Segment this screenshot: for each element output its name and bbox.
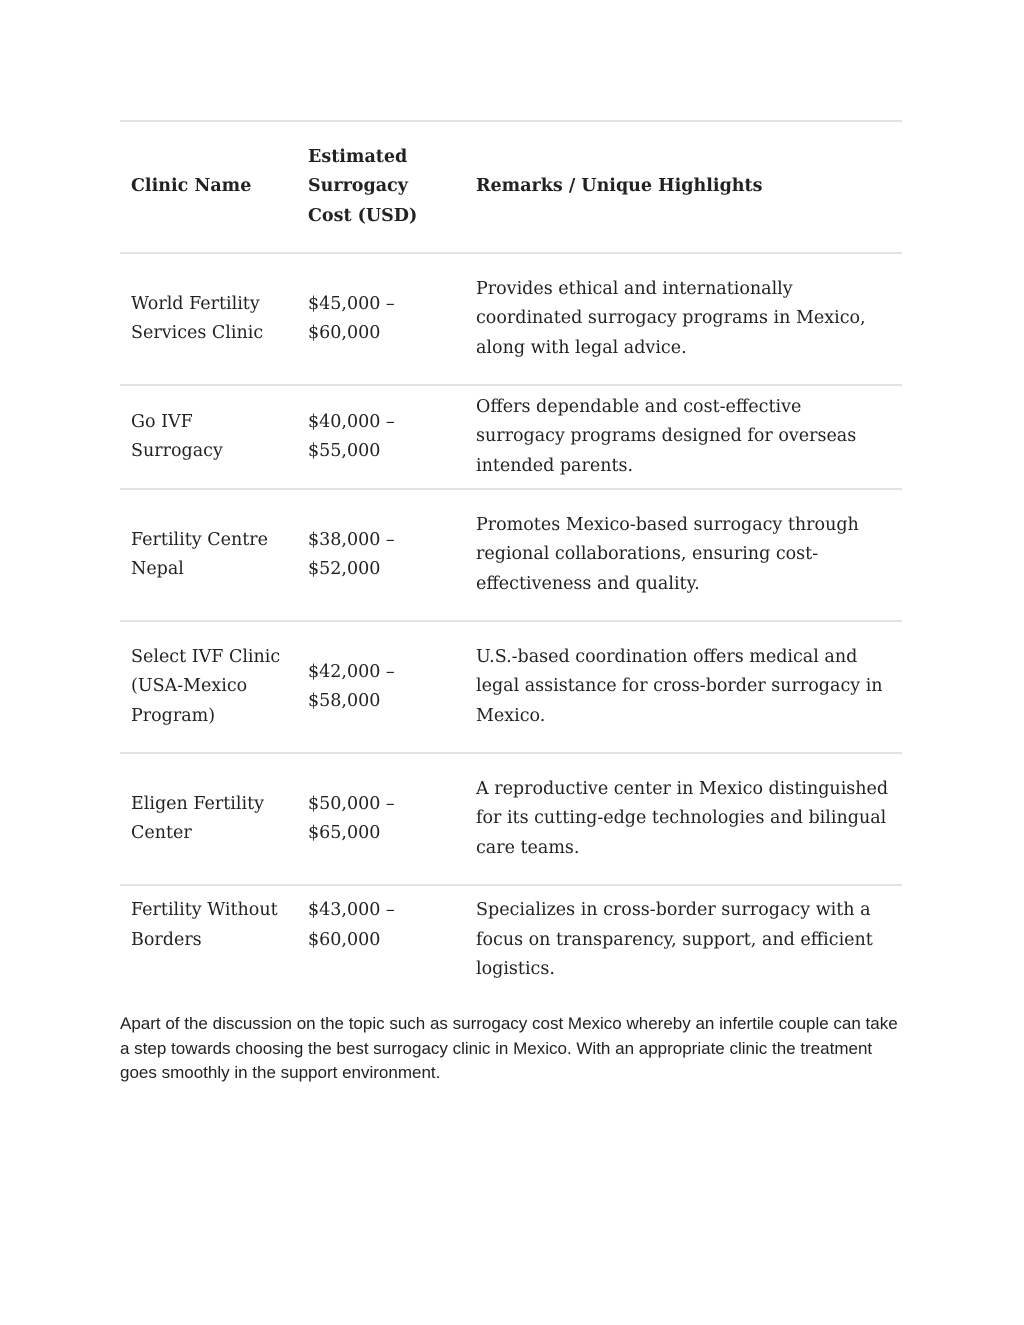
- clinic-cost-table-container: [120, 120, 902, 1006]
- cell-remarks: A reproductive center in Mexico distinguished for its cutting-edge technologies and bilingual care teams.: [476, 778, 889, 858]
- cell-clinic-name: Fertility Centre Nepal: [131, 529, 268, 579]
- table-row: [120, 489, 902, 621]
- cell-cost: $50,000 – $65,000: [308, 793, 395, 843]
- cell-clinic-name: World Fertility Services Clinic: [131, 293, 264, 343]
- header-remarks: Remarks / Unique Highlights: [476, 176, 763, 197]
- cell-clinic-name: Select IVF Clinic (USA-Mexico Program): [131, 646, 281, 726]
- cell-remarks: Offers dependable and cost-effective surrogacy programs designed for overseas intended parents.: [476, 396, 857, 476]
- table-row: [120, 253, 902, 385]
- cell-clinic-name-text: Fertility Without Borders: [131, 900, 278, 950]
- table-header-row: [120, 121, 902, 253]
- table-row: [120, 621, 902, 753]
- header-estimated-cost: Estimated Surrogacy Cost (USD): [308, 146, 418, 226]
- clinic-cost-table: [120, 120, 902, 1006]
- cell-cost: [297, 885, 465, 1006]
- table-row: [120, 385, 902, 489]
- table-row: [120, 885, 902, 1006]
- cell-cost: $42,000 – $58,000: [308, 661, 395, 711]
- table-row: [120, 753, 902, 885]
- cell-cost: $38,000 – $52,000: [308, 529, 395, 579]
- closing-paragraph: Apart of the discussion on the topic such as surrogacy cost Mexico whereby an infertile couple can take a step towards choosing the best surrogacy clinic in Mexico. With an appropriate clinic the treatment goes smoothly in the support environment.: [120, 1014, 898, 1082]
- cell-cost: $45,000 – $60,000: [308, 293, 395, 343]
- cell-clinic-name: [120, 885, 297, 1006]
- cell-remarks-text: Specializes in cross-border surrogacy with a focus on transparency, support, and efficient logistics.: [476, 900, 873, 979]
- cell-cost: $40,000 – $55,000: [308, 411, 395, 461]
- cell-clinic-name: Go IVF Surrogacy: [131, 411, 223, 461]
- cell-remarks: Provides ethical and internationally coordinated surrogacy programs in Mexico, along with legal advice.: [476, 278, 866, 358]
- cell-remarks: [465, 885, 902, 1006]
- cell-remarks: Promotes Mexico-based surrogacy through regional collaborations, ensuring cost-effectiveness and quality.: [476, 514, 859, 594]
- header-clinic-name: Clinic Name: [131, 176, 252, 197]
- cell-cost-text: $43,000 – $60,000: [308, 900, 395, 950]
- cell-remarks: U.S.-based coordination offers medical and legal assistance for cross-border surrogacy in Mexico.: [476, 646, 883, 726]
- cell-clinic-name: Eligen Fertility Center: [131, 793, 265, 843]
